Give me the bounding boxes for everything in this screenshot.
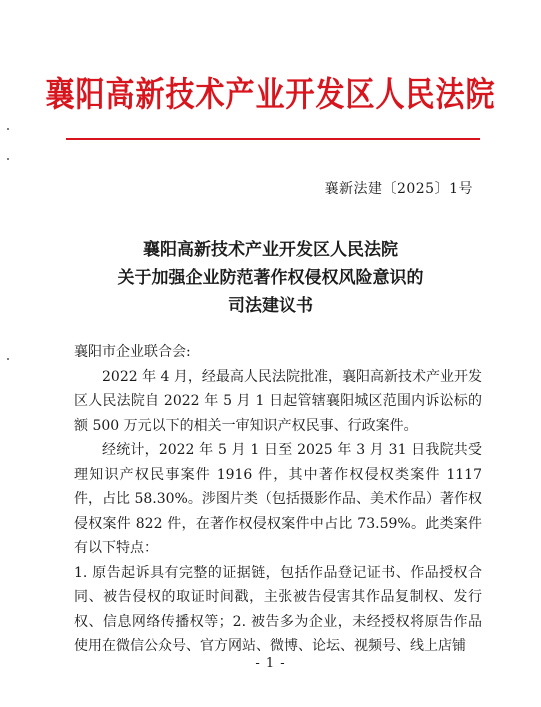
margin-mark (7, 158, 9, 160)
document-number: 襄新法建〔2025〕1号 (324, 181, 473, 197)
body-paragraph: 1. 原告起诉具有完整的证据链，包括作品登记证书、作品授权合同、被告侵权的取证时间戳，主张被告侵害其作品复制权、发行权、信息网络传播权等；2. 被告多为企业，未经授权将原告作品使用在微信公众号、官方网站、微博、论坛、视频号、线上店铺 (74, 564, 482, 654)
margin-mark (7, 358, 9, 360)
court-letterhead: 襄阳高新技术产业开发区人民法院 (45, 73, 496, 115)
title-line: 司法建议书 (228, 296, 313, 316)
body-paragraph: 经统计，2022 年 5 月 1 日至 2025 年 3 月 31 日我院共受理知识产权民事案件 1916 件，其中著作权侵权类案件 1117 件，占比 58.30%。涉图片类（包括摄影作品、美术作品）著作权侵权案件 822 件，在著作权侵权案件中占比 73.59%。此类案件有以下特点： (74, 442, 482, 556)
body-paragraph: 2022 年 4 月，经最高人民法院批准，襄阳高新技术产业开发区人民法院自 2022 年 5 月 1 日起管辖襄阳城区范围内诉讼标的额 500 万元以下的相关一审知识产权民事、行政案件。 (74, 368, 482, 434)
page-number: - 1 - (255, 656, 286, 671)
document-body (74, 340, 482, 659)
title-line: 襄阳高新技术产业开发区人民法院 (143, 240, 398, 260)
margin-mark (7, 128, 9, 130)
recipient-line: 襄阳市企业联合会: (74, 344, 191, 360)
document-title (0, 236, 541, 320)
title-line: 关于加强企业防范著作权侵权风险意识的 (117, 268, 424, 288)
letterhead-divider (66, 138, 480, 140)
